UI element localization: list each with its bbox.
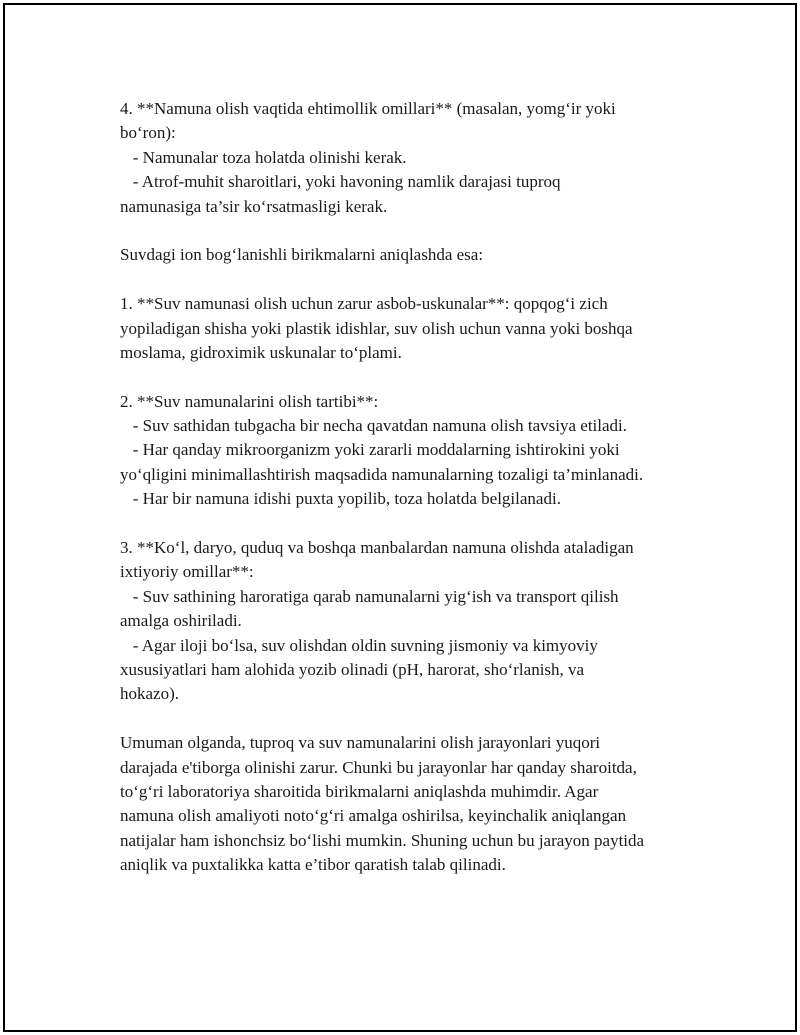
text-line: to‘g‘ri laboratoriya sharoitida birikmalarni aniqlashda muhimdir. Agar [120, 781, 599, 801]
text-line: - Atrof-muhit sharoitlari, yoki havoning namlik darajasi tuproq [120, 172, 561, 192]
document-page [3, 3, 797, 1032]
text-line: bo‘ron): [120, 123, 176, 143]
paragraph-water-intro [120, 243, 700, 267]
text-line: natijalar ham ishonchsiz bo‘lishi mumkin. Shuning uchun bu jarayon paytida [120, 830, 645, 850]
text-line: - Har bir namuna idishi puxta yopilib, toza holatda belgilanadi. [120, 489, 561, 509]
text-line: darajada e'tiborga olinishi zarur. Chunki bu jarayonlar har qanday sharoitda, [120, 757, 637, 777]
text-line: namuna olish amaliyoti noto‘g‘ri amalga oshirilsa, keyinchalik aniqlangan [120, 806, 627, 826]
text-line: moslama, gidroximik uskunalar to‘plami. [120, 342, 402, 362]
text-line: - Suv sathidan tubgacha bir necha qavatdan namuna olish tavsiya etiladi. [120, 416, 628, 436]
paragraph-water-procedure [120, 390, 700, 512]
paragraph-water-optional-factors [120, 536, 700, 707]
text-line: 4. **Namuna olish vaqtida ehtimollik omillari** (masalan, yomg‘ir yoki [120, 99, 616, 118]
text-line: amalga oshiriladi. [120, 611, 242, 631]
text-line: - Suv sathining haroratiga qarab namunalarni yig‘ish va transport qilish [120, 586, 619, 606]
text-line: - Agar iloji bo‘lsa, suv olishdan oldin suvning jismoniy va kimyoviy [120, 635, 598, 655]
paragraph-gap [120, 512, 700, 536]
text-line: 3. **Ko‘l, daryo, quduq va boshqa manbalardan namuna olishda ataladigan [120, 538, 634, 558]
paragraph-sampling-factors [120, 97, 700, 219]
text-line: aniqlik va puxtalikka katta e’tibor qaratish talab qilinadi. [120, 855, 506, 875]
text-line: 1. **Suv namunasi olish uchun zarur asbob-uskunalar**: qopqog‘i zich [120, 294, 608, 314]
paragraph-gap [120, 268, 700, 292]
paragraph-conclusion [120, 731, 700, 877]
text-line: hokazo). [120, 684, 180, 704]
text-line: Suvdagi ion bog‘lanishli birikmalarni aniqlashda esa: [120, 245, 484, 265]
paragraph-gap [120, 219, 700, 243]
text-line: - Har qanday mikroorganizm yoki zararli moddalarning ishtirokini yoki [120, 440, 620, 460]
paragraph-gap [120, 707, 700, 731]
text-line: 2. **Suv namunalarini olish tartibi**: [120, 391, 379, 411]
document-body [120, 97, 700, 878]
text-line: yo‘qligini minimallashtirish maqsadida namunalarning tozaligi ta’minlanadi. [120, 464, 644, 484]
text-line: Umuman olganda, tuproq va suv namunalarini olish jarayonlari yuqori [120, 733, 601, 753]
paragraph-water-equipment [120, 292, 700, 365]
text-line: yopiladigan shisha yoki plastik idishlar, suv olish uchun vanna yoki boshqa [120, 318, 633, 338]
text-line: ixtiyoriy omillar**: [120, 562, 254, 582]
text-line: - Namunalar toza holatda olinishi kerak. [120, 147, 407, 167]
text-line: xususiyatlari ham alohida yozib olinadi (pH, harorat, sho‘rlanish, va [120, 659, 585, 679]
paragraph-gap [120, 365, 700, 389]
text-line: namunasiga ta’sir ko‘rsatmasligi kerak. [120, 196, 388, 216]
